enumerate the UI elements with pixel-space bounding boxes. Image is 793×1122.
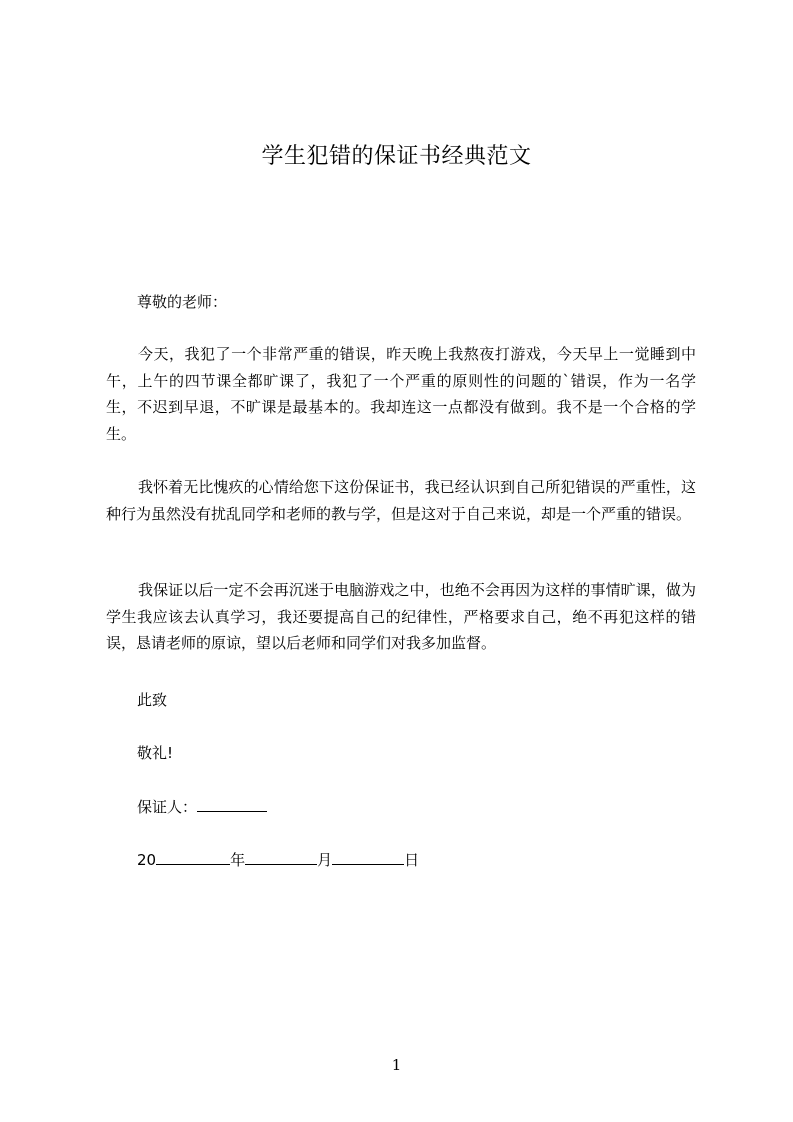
guarantor-line — [137, 797, 267, 817]
paragraph-2: 我怀着无比愧疚的心情给您下这份保证书，我已经认识到自己所犯错误的严重性，这种行为虽然没有扰乱同学和老师的教与学，但是这对于自己来说，却是一个严重的错误。 — [106, 478, 696, 523]
guarantor-label: 保证人： — [137, 798, 198, 816]
date-line — [137, 850, 419, 870]
paragraph-1: 今天，我犯了一个非常严重的错误，昨天晚上我熬夜打游戏，今天早上一觉睡到中午，上午的四节课全都旷课了，我犯了一个严重的原则性的问题的`错误，作为一名学生，不迟到早退，不旷课是最基本的。我却连这一点都没有做到。我不是一个合格的学生。 — [106, 345, 696, 443]
date-day-label: 日 — [404, 851, 420, 869]
date-month-blank — [245, 850, 317, 865]
salutation: 尊敬的老师： — [137, 293, 228, 311]
paragraph-3: 我保证以后一定不会再沉迷于电脑游戏之中，也绝不会再因为这样的事情旷课，做为学生我应该去认真学习，我还要提高自己的纪律性，严格要求自己，绝不再犯这样的错误，恳请老师的原谅，望以后老师和同学们对我多加监督。 — [106, 581, 696, 652]
date-year-blank — [156, 850, 230, 865]
page-number: 1 — [391, 1056, 402, 1074]
closing-line-2: 敬礼! — [137, 744, 174, 762]
date-day-blank — [332, 850, 404, 865]
date-prefix: 20 — [137, 851, 157, 869]
closing-line-1: 此致 — [137, 691, 168, 709]
document-title: 学生犯错的保证书经典范文 — [261, 144, 532, 169]
date-month-label: 月 — [317, 851, 333, 869]
date-year-label: 年 — [230, 851, 246, 869]
guarantor-signature-blank — [197, 797, 267, 812]
